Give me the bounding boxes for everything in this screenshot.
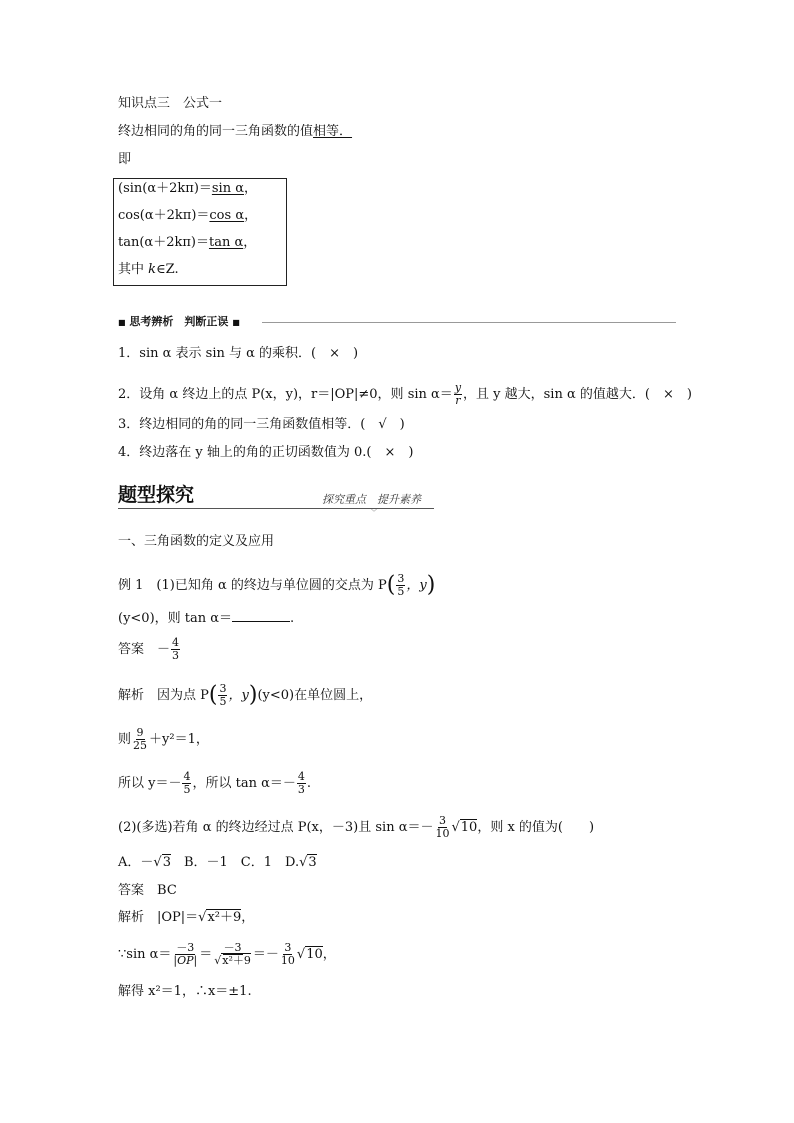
sqrt-icon: √: [299, 855, 308, 870]
frac-num: －3: [223, 941, 242, 954]
analysis-post: ，: [241, 910, 255, 925]
fraction-9-25: [132, 727, 148, 752]
square-bullet-icon: ■: [118, 317, 126, 327]
frac-den: 3: [297, 783, 305, 796]
frac-den: 3: [172, 649, 180, 662]
frac-den: 5: [397, 585, 405, 598]
sqrt-icon: √: [296, 947, 306, 962]
answer-label: 答案: [118, 883, 145, 898]
frac-num: y: [454, 381, 462, 394]
formula-sin-rhs: sin α: [211, 181, 245, 196]
ex2-question-text: (2)(多选)若角 α 的终边经过点 P(x，－3)且 sin α＝－: [118, 820, 434, 835]
fraction-neg3-op: [172, 942, 198, 967]
analysis-text: 解析 因为点 P: [118, 688, 209, 703]
formula-cos-rhs: cos α: [209, 208, 245, 223]
period: .: [306, 776, 312, 791]
ex1-question: [118, 570, 435, 602]
knowledge-statement: [118, 124, 352, 140]
formula-tan-lhs: tan(α＋2kπ)＝: [118, 235, 209, 250]
think-q1: 1．sin α 表示 sin 与 α 的乘积．( × ): [118, 346, 359, 361]
think-header-text: 思考辨析 判断正误: [129, 315, 229, 328]
radicand: 10: [306, 947, 323, 962]
formula-tan: tan(α＋2kπ)＝tan α，: [118, 235, 257, 250]
point-y: ，y: [228, 688, 249, 703]
fraction-neg3-sqrt: [213, 942, 252, 967]
section-title: 题型探究: [118, 484, 195, 506]
frac-den: |OP|: [173, 954, 198, 967]
knowledge-title: 知识点三 公式一: [118, 96, 223, 111]
analysis-text: 则: [118, 732, 132, 747]
fraction-4-3: [297, 771, 306, 796]
radicand: 3: [308, 855, 317, 870]
ex1-analysis-2: [118, 724, 209, 756]
frac-num: 4: [297, 770, 305, 783]
statement-text: 终边相同的角的同一三角函数的值: [118, 124, 314, 139]
condition-k: k: [148, 262, 157, 277]
fraction-4-5: [182, 771, 191, 796]
analysis-post: ，: [322, 947, 336, 962]
right-paren: ): [248, 682, 258, 708]
frac-den: 5: [183, 783, 191, 796]
radicand: x²＋9: [222, 954, 251, 967]
right-paren: ): [426, 572, 436, 598]
square-bullet-icon: ■: [232, 317, 240, 327]
ji-text: 即: [118, 152, 132, 167]
frac-den: 25: [133, 739, 148, 752]
equals: ＝: [199, 947, 213, 962]
section-subtitle: 一、三角函数的定义及应用: [118, 534, 275, 549]
sqrt-icon: √: [451, 820, 460, 835]
think-header: [118, 314, 240, 330]
frac-num: 3: [219, 682, 227, 695]
formula-cos-lhs: cos(α＋2kπ)＝: [118, 208, 210, 223]
fraction-3-10: [280, 942, 296, 967]
analysis-text: ，所以 tan α＝－: [192, 776, 296, 791]
formula-condition: [118, 262, 179, 278]
frac-num: －3: [176, 941, 195, 954]
ex2-analysis-3: 解得 x²＝1，∴x＝±1.: [118, 984, 252, 999]
formula-tan-rhs: tan α: [208, 235, 244, 250]
frac-den: 5: [219, 695, 227, 708]
q2-part-b: ，且 y 越大，sin α 的值越大．( × ): [463, 387, 692, 402]
ex1-question-text: 例 1 (1)已知角 α 的终边与单位圆的交点为 P: [118, 578, 387, 593]
think-q3: 3．终边相同的角的同一三角函数值相等．( √ ): [118, 417, 405, 432]
radicand: 3: [162, 855, 171, 870]
period: .: [290, 611, 295, 626]
radicand: 10: [460, 820, 478, 835]
analysis-post: (y<0)在单位圆上，: [257, 688, 373, 703]
ex2-question: [118, 812, 594, 844]
sqrt-icon: √: [153, 855, 162, 870]
ex1-answer: [118, 634, 181, 666]
think-q2: [118, 382, 692, 407]
answer-blank: [232, 609, 290, 622]
ex2-answer: [118, 883, 177, 899]
frac-den: 10: [280, 954, 295, 967]
formula-sin-lhs: (sin(α＋2kπ)＝: [118, 181, 212, 196]
think-q4: 4．终边落在 y 轴上的角的正切函数值为 0.( × ): [118, 445, 414, 460]
ex1-question-line2-text: (y<0)，则 tan α＝: [118, 611, 233, 626]
q2-part-a: 2．设角 α 终边上的点 P(x，y)，r＝|OP|≠0，则 sin α＝: [118, 387, 453, 402]
fraction-3-5: [218, 683, 227, 708]
answer-label: 答案: [118, 642, 145, 657]
answer-sign: －: [157, 642, 171, 657]
frac-num: 3: [438, 814, 446, 827]
frac-den: 10: [435, 827, 450, 840]
point-y: ，y: [406, 578, 427, 593]
formula-cos: cos(α＋2kπ)＝cos α，: [118, 208, 258, 223]
ex1-analysis-3: [118, 768, 311, 800]
frac-num: 3: [284, 941, 292, 954]
condition-post: ∈Z.: [156, 262, 179, 277]
ex2-options: [118, 855, 317, 871]
ex1-question-line2: [118, 609, 294, 627]
ex2-analysis-2: [118, 938, 336, 972]
fraction-4-3: [171, 637, 180, 662]
frac-num: 4: [183, 770, 191, 783]
option-a: A．－: [118, 855, 154, 870]
answer-value: BC: [157, 883, 177, 898]
fraction-y-over-r: [454, 382, 462, 407]
chevron-down-icon: ﹀: [370, 508, 378, 517]
analysis-text: ∵sin α＝: [118, 947, 172, 962]
fraction-3-10: [434, 815, 450, 840]
radicand: x²＋9: [207, 910, 242, 925]
ex1-analysis-1: [118, 680, 372, 712]
options-bcd: B．－1 C．1 D.: [170, 855, 300, 870]
frac-num: 9: [136, 726, 144, 739]
equals-minus: ＝－: [252, 947, 279, 962]
condition-pre: 其中: [118, 262, 149, 277]
left-paren: (: [386, 572, 396, 598]
section-tag: 探究重点 提升素养: [322, 493, 421, 506]
section-title-rule: [118, 508, 434, 509]
sqrt-icon: √: [198, 910, 207, 925]
fraction-3-5: [396, 573, 405, 598]
formula-sin: (sin(α＋2kπ)＝sin α，: [118, 181, 258, 196]
ex2-analysis-1: [118, 910, 254, 926]
left-paren: (: [208, 682, 218, 708]
analysis-post: ＋y²＝1，: [149, 732, 209, 747]
frac-num: 3: [397, 572, 405, 585]
sqrt-icon: √: [214, 954, 222, 967]
analysis-text: 解析 |OP|＝: [118, 910, 199, 925]
analysis-text: 所以 y＝－: [118, 776, 182, 791]
frac-den: r: [455, 394, 461, 407]
ex2-question-post: ，则 x 的值为( ): [477, 820, 595, 835]
think-header-rule: [262, 322, 676, 323]
statement-underlined: 相等．: [313, 124, 353, 139]
frac-num: 4: [172, 636, 180, 649]
